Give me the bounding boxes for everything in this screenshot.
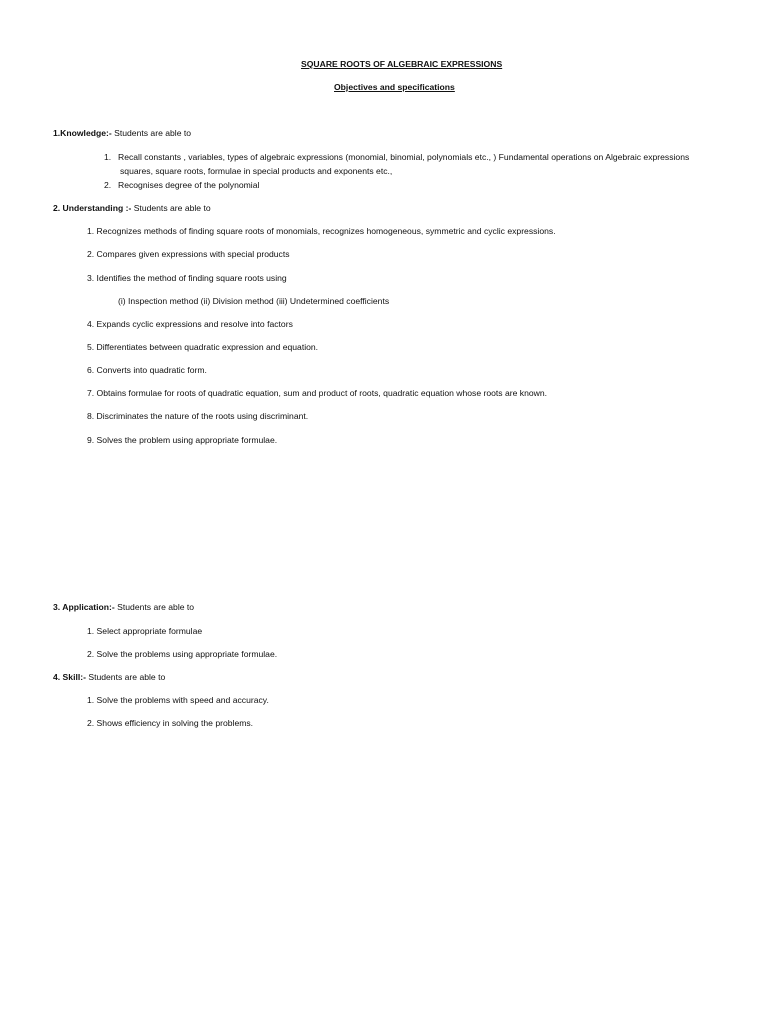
item-number: 2. [104, 180, 112, 190]
item-text: Recognises degree of the polynomial [118, 180, 260, 190]
list-item: 1. Recognizes methods of finding square roots of monomials, recognizes homogeneous, symmetric and cyclic expressions. [87, 226, 556, 236]
list-item [104, 152, 689, 162]
section-heading-label: 4. Skill:- [53, 672, 86, 682]
section-understanding-heading [53, 203, 211, 213]
document-subtitle: Objectives and specifications [334, 82, 455, 92]
section-knowledge-heading [53, 128, 191, 138]
section-heading-label: 3. Application:- [53, 602, 115, 612]
list-item: 4. Expands cyclic expressions and resolve into factors [87, 319, 293, 329]
list-item: 1. Select appropriate formulae [87, 626, 203, 636]
list-item [104, 180, 259, 190]
list-item: 9. Solves the problem using appropriate formulae. [87, 435, 278, 445]
list-item: 5. Differentiates between quadratic expression and equation. [87, 342, 319, 352]
section-intro: Students are able to [111, 128, 192, 138]
list-item: 3. Identifies the method of finding square roots using [87, 273, 287, 283]
list-item: 2. Shows efficiency in solving the problems. [87, 718, 254, 728]
list-item: 2. Solve the problems using appropriate formulae. [87, 649, 278, 659]
section-intro: Students are able to [85, 672, 166, 682]
item-text: Recall constants , variables, types of algebraic expressions (monomial, binomial, polynomials etc., ) Fundamental operations on Algebraic expressions [118, 152, 690, 162]
section-heading-label: 2. Understanding :- [53, 203, 132, 213]
item-number: 1. [104, 152, 112, 162]
list-item: 1. Solve the problems with speed and accuracy. [87, 695, 269, 705]
section-intro: Students are able to [131, 203, 211, 213]
section-skill-heading [53, 672, 165, 682]
list-item-continuation: squares, square roots, formulae in special products and exponents etc., [120, 166, 393, 176]
section-application-heading [53, 602, 194, 612]
section-heading-label: 1.Knowledge:- [53, 128, 112, 138]
list-item: 6. Converts into quadratic form. [87, 365, 207, 375]
list-item: 8. Discriminates the nature of the roots using discriminant. [87, 411, 309, 421]
list-sub-item: (i) Inspection method (ii) Division method (iii) Undetermined coefficients [118, 296, 390, 306]
document-title: SQUARE ROOTS OF ALGEBRAIC EXPRESSIONS [301, 59, 503, 69]
list-item: 7. Obtains formulae for roots of quadratic equation, sum and product of roots, quadratic equation whose roots are known. [87, 388, 548, 398]
section-intro: Students are able to [114, 602, 195, 612]
list-item: 2. Compares given expressions with special products [87, 249, 290, 259]
